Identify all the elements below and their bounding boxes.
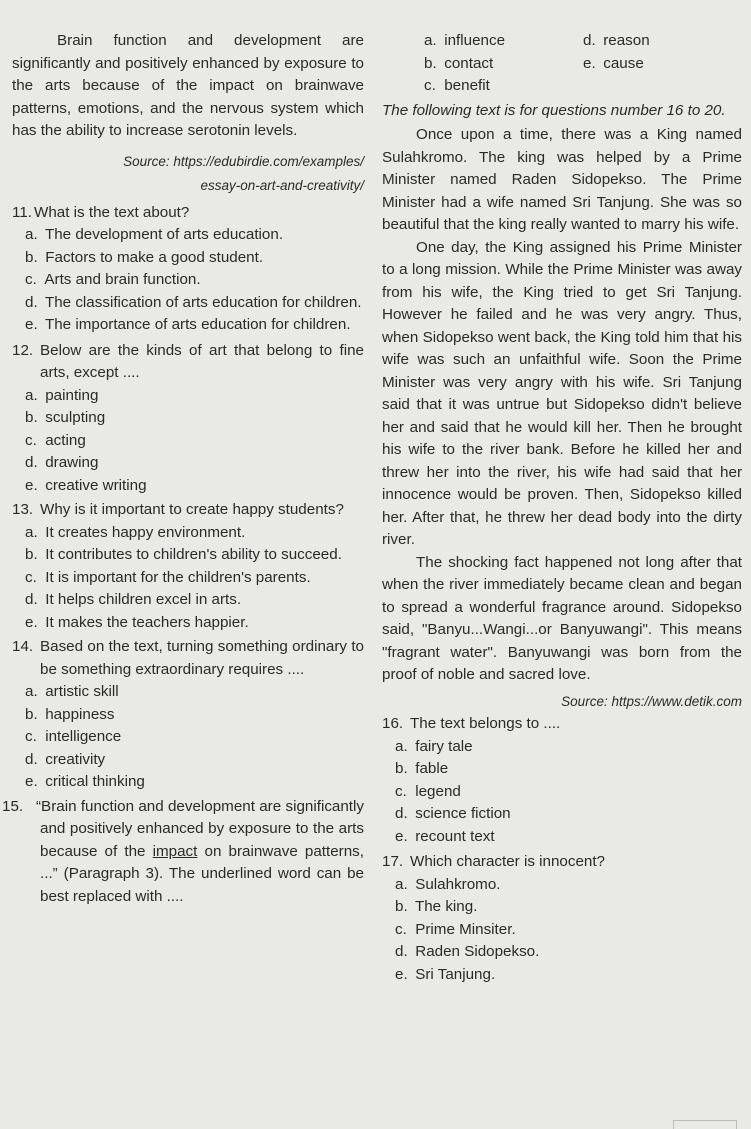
option-e[interactable]: e. creative writing <box>25 476 147 494</box>
option-b[interactable]: b. sculpting <box>25 409 106 426</box>
option-e[interactable]: e. It makes the teachers happier. <box>25 613 249 631</box>
question-text: What is the text about? <box>34 203 190 221</box>
question-13 <box>12 499 364 634</box>
question-text: The text belongs to .... <box>410 715 561 732</box>
question-15 <box>2 796 364 909</box>
reading-instruction: The following text is for questions number 16 to 20. <box>382 101 726 119</box>
left-column <box>2 30 364 908</box>
option-d[interactable]: d. creativity <box>25 750 106 768</box>
option-b[interactable]: b. Factors to make a good student. <box>25 248 264 266</box>
option-e[interactable]: e. cause <box>583 54 644 72</box>
option-d[interactable]: d. Raden Sidopekso. <box>395 943 540 960</box>
question-number: 15. <box>2 797 24 815</box>
option-b[interactable]: b. It contributes to children's ability to succeed. <box>25 546 342 563</box>
option-d[interactable]: d. It helps children excel in arts. <box>25 591 242 608</box>
option-a[interactable]: a. It creates happy environment. <box>25 523 246 541</box>
option-a[interactable]: a. The development of arts education. <box>25 226 284 243</box>
option-c[interactable]: c. It is important for the children's parents. <box>25 568 311 586</box>
question-text-after: on brainwave patterns, ...” (Paragraph 3). The underlined word can be best replaced with .... <box>40 842 364 905</box>
question-11 <box>12 202 364 337</box>
question-text-before: “Brain function and development are significantly and positively enhanced by exposure to the arts because of the <box>36 797 364 860</box>
option-c[interactable]: c. benefit <box>424 77 490 94</box>
intro-paragraph: Brain function and development are significantly and positively enhanced by exposure to the arts because of the impact on brainwave patterns, emotions, and the nervous system which has the ability to increase serotonin levels. <box>12 32 364 139</box>
option-b[interactable]: b. happiness <box>25 705 115 723</box>
option-c[interactable]: c. Arts and brain function. <box>25 271 201 288</box>
source-line-2: essay-on-art-and-creativity/ <box>200 178 364 193</box>
question-number: 12. <box>12 341 34 359</box>
question-number: 16. <box>382 715 404 732</box>
option-c[interactable]: c. intelligence <box>25 728 122 745</box>
option-e[interactable]: e. Sri Tanjung. <box>395 965 496 983</box>
question-text: Why is it important to create happy students? <box>40 501 344 518</box>
story-paragraph-3: The shocking fact happened not long after that when the river immediately became clean and began to spread a wonderful fragrance around. Sidopekso said, "Banyu...Wangi...or Banyuwangi". This means "fragrant water". Banyuwangi was born from the proof of noble and sacred love. <box>382 553 742 683</box>
option-d[interactable]: d. The classification of arts education for children. <box>25 293 362 311</box>
option-c[interactable]: c. Prime Minsiter. <box>395 920 516 938</box>
story-paragraph-2: One day, the King assigned his Prime Minister to a long mission. While the Prime Minister was away from his wife, the King tried to get Sri Tanjung. However he failed and he was very angry. Thus, when Sidopekso went back, the King told him that his wife was such an unfaithful wife. Soon the Prime Minister was very angry with his wife. Sri Tanjung said that it was untrue but Sidopekso didn't believe her and said that he would kill her. Then he brought his wife to the river bank. Before he killed her and threw her into the river, his wife had said that her innocence would be proven. Then, Sidopekso killed her. After that, he threw her dead body into the dirty river. <box>382 238 742 548</box>
option-b[interactable]: b. contact <box>424 54 494 72</box>
option-a[interactable]: a. Sulahkromo. <box>395 875 501 893</box>
question-17 <box>382 851 742 986</box>
right-column <box>382 30 742 986</box>
option-b[interactable]: b. fable <box>395 760 449 777</box>
option-b[interactable]: b. The king. <box>395 898 478 915</box>
option-c[interactable]: c. legend <box>395 782 461 800</box>
question-text: Which character is innocent? <box>410 853 605 870</box>
option-d[interactable]: d. reason <box>583 32 650 49</box>
page-corner-mark <box>673 1120 737 1129</box>
option-d[interactable]: d. science fiction <box>395 805 511 822</box>
option-a[interactable]: a. influence <box>424 32 506 49</box>
option-d[interactable]: d. drawing <box>25 454 99 471</box>
option-e[interactable]: e. critical thinking <box>25 773 145 790</box>
question-number: 17. <box>382 853 404 870</box>
question-number: 13. <box>12 501 34 518</box>
question-number: 14. <box>12 638 34 655</box>
question-16 <box>382 713 742 848</box>
option-e[interactable]: e. The importance of arts education for children. <box>25 316 351 333</box>
option-a[interactable]: a. artistic skill <box>25 683 119 700</box>
question-15-options <box>382 30 742 98</box>
story-paragraph-1: Once upon a time, there was a King named Sulahkromo. The king was helped by a Prime Minister named Raden Sidopekso. The Prime Minister had a wife named Sri Tanjung. She was so beautiful that the king really wanted to marry his wife. <box>382 126 742 233</box>
question-14 <box>12 636 364 794</box>
question-text: Below are the kinds of art that belong to fine arts, except .... <box>40 341 364 381</box>
source-line-1: Source: https://edubirdie.com/examples/ <box>123 153 364 169</box>
option-a[interactable]: a. fairy tale <box>395 737 473 755</box>
underlined-word: impact <box>152 842 198 860</box>
story-source: Source: https://www.detik.com <box>561 693 742 709</box>
question-12 <box>12 340 364 498</box>
option-e[interactable]: e. recount text <box>395 827 495 845</box>
option-a[interactable]: a. painting <box>25 386 99 404</box>
question-text: Based on the text, turning something ordinary to be something extraordinary requires .... <box>40 638 364 678</box>
option-c[interactable]: c. acting <box>25 431 86 449</box>
question-number: 11. <box>12 203 32 221</box>
